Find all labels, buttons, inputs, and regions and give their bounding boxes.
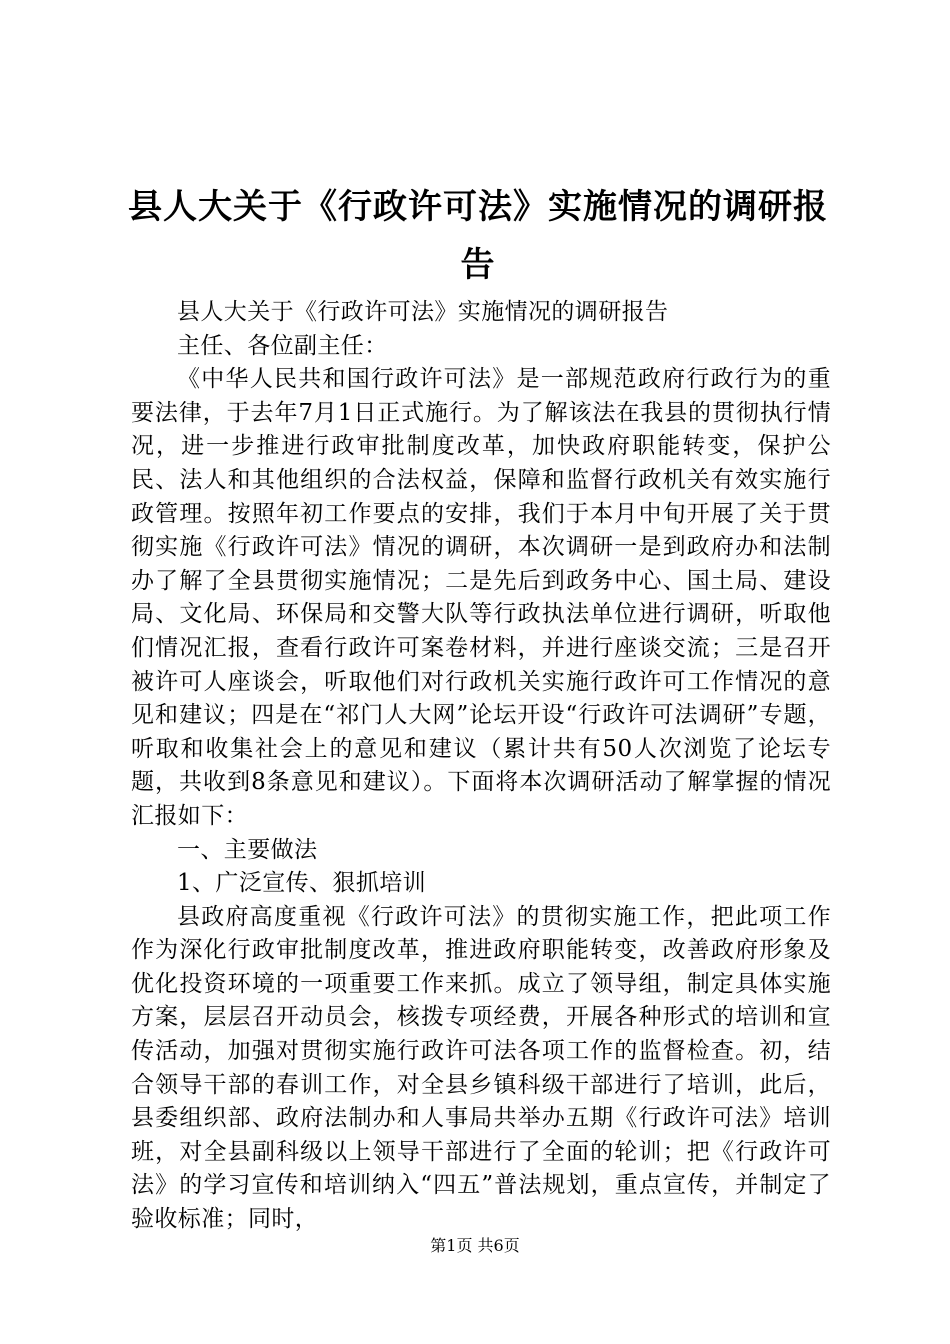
document-title: 县人大关于《行政许可法》实施情况的调研报告 (128, 187, 828, 285)
paragraph-publicity-training: 县政府高度重视《行政许可法》的贯彻实施工作，把此项工作作为深化行政审批制度改革，推进政府职能转变，改善政府形象及优化投资环境的一项重要工作来抓。成立了领导组，制定具体实施方案，层层召开动员会，核拨专项经费，开展各种形式的培训和宣传活动，加强对贯彻实施行政许可法各项工作的监督检查。初，结合领导干部的春训工作，对全县乡镇科级干部进行了培训，此后，县委组织部、政府法制办和人事局共举办五期《行政许可法》培训班，对全县副科级以上领导干部进行了全面的轮训；把《行政许可法》的学习宣传和培训纳入“四五”普法规划，重点宣传，并制定了验收标准；同时， (131, 903, 831, 1233)
paragraph-heading-repeat: 县人大关于《行政许可法》实施情况的调研报告 (177, 299, 669, 325)
page-number-footer: 第1页 共6页 (430, 1236, 520, 1255)
document-body (131, 296, 831, 1237)
paragraph-salutation: 主任、各位副主任： (177, 332, 388, 359)
paragraph-introduction: 《中华人民共和国行政许可法》是一部规范政府行政行为的重要法律，于去年7月1日正式施行。为了解该法在我县的贯彻执行情况，进一步推进行政审批制度改革，加快政府职能转变，保护公民、法人和其他组织的合法权益，保障和监督行政机关有效实施行政管理。按照年初工作要点的安排，我们于本月中旬开展了关于贯彻实施《行政许可法》情况的调研，本次调研一是到政府办和法制办了解了全县贯彻实施情况；二是先后到政务中心、国土局、建设局、文化局、环保局和交警大队等行政执法单位进行调研，听取他们情况汇报，查看行政许可案卷材料，并进行座谈交流；三是召开被许可人座谈会，听取他们对行政机关实施行政许可工作情况的意见和建议；四是在“祁门人大网”论坛开设“行政许可法调研”专题，听取和收集社会上的意见和建议（累计共有50人次浏览了论坛专题，共收到8条意见和建议）。下面将本次调研活动了解掌握的情况汇报如下： (131, 366, 831, 829)
subsection-heading-publicity-training: 1、广泛宣传、狠抓培训 (177, 870, 427, 897)
section-heading-main-practices: 一、主要做法 (177, 836, 318, 863)
